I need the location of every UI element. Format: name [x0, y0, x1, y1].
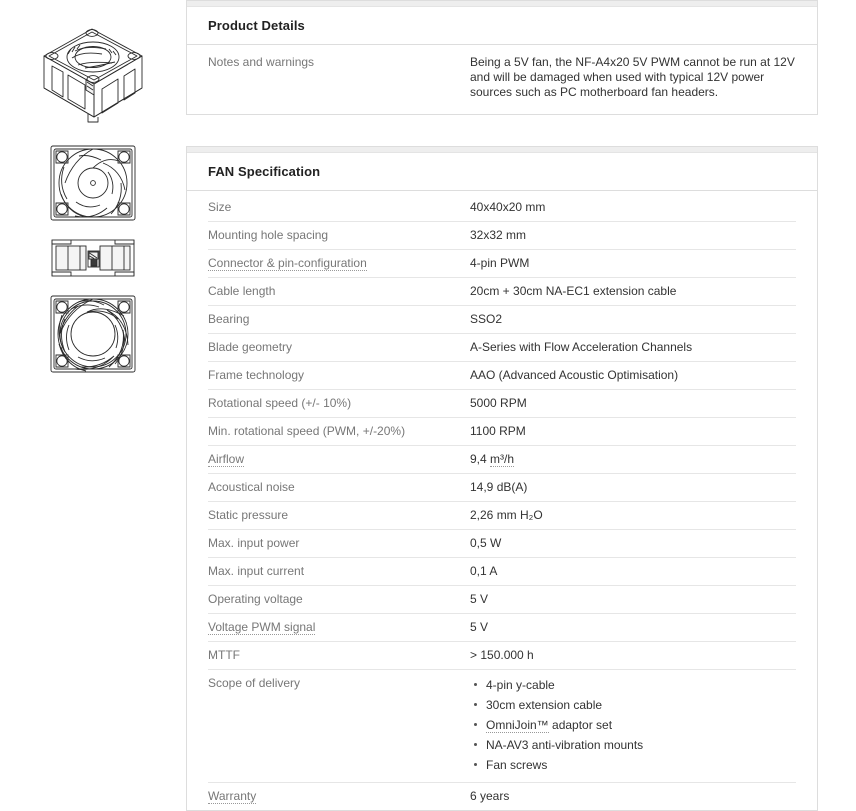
table-row — [208, 502, 796, 530]
fan-specification-body — [187, 191, 817, 810]
table-row — [208, 362, 796, 390]
row-value: 1100 RPM — [470, 418, 796, 446]
tooltip-term[interactable]: Airflow — [208, 452, 245, 466]
row-label: Static pressure — [208, 502, 470, 530]
row-label[interactable] — [208, 614, 470, 642]
list-item: NA-AV3 anti-vibration mounts — [486, 736, 796, 756]
row-label[interactable] — [208, 446, 470, 474]
row-label: Frame technology — [208, 362, 470, 390]
row-value: 5 V — [470, 586, 796, 614]
row-value: A-Series with Flow Acceleration Channels — [470, 334, 796, 362]
table-row — [208, 334, 796, 362]
row-label: Max. input power — [208, 530, 470, 558]
row-value: Being a 5V fan, the NF-A4x20 5V PWM cannot be run at 12V and will be damaged when used with typical 12V power sources such as PC motherboard fan headers. — [470, 55, 795, 99]
fan-specification-title: FAN Specification — [208, 164, 321, 179]
row-value: 40x40x20 mm — [470, 200, 546, 214]
row-label: Max. input current — [208, 558, 470, 586]
table-row — [208, 446, 796, 474]
row-value: AAO (Advanced Acoustic Optimisation) — [470, 362, 796, 390]
tooltip-term[interactable]: Warranty — [208, 789, 257, 803]
table-row — [208, 222, 796, 250]
fan-side-view-icon — [45, 232, 141, 284]
table-row — [208, 278, 796, 306]
table-row — [208, 642, 796, 670]
fan-isometric-view-icon — [30, 18, 156, 130]
table-row — [208, 558, 796, 586]
thumbnail-fan-isometric-view[interactable] — [0, 14, 186, 134]
row-label: Notes and warnings — [208, 55, 315, 69]
product-info-column — [186, 0, 818, 811]
table-row — [208, 45, 796, 114]
thumbnail-fan-front-view[interactable] — [0, 142, 186, 224]
tooltip-term[interactable]: m³/h — [490, 452, 515, 466]
product-details-title: Product Details — [208, 18, 305, 33]
list-item: 30cm extension cable — [486, 696, 796, 716]
table-row — [208, 670, 796, 783]
row-value: 5000 RPM — [470, 390, 796, 418]
row-value: 9,4 m³/h — [470, 446, 796, 474]
panel-spacer — [186, 115, 818, 146]
row-value: 6 years — [470, 783, 796, 811]
row-label: Blade geometry — [208, 334, 470, 362]
row-label: Min. rotational speed (PWM, +/-20%) — [208, 418, 470, 446]
tooltip-term[interactable]: Connector & pin-configuration — [208, 256, 367, 270]
row-value — [470, 670, 796, 783]
product-details-header — [187, 1, 817, 45]
fan-specification-table — [208, 191, 796, 810]
table-row — [208, 191, 796, 222]
list-item: 4-pin y-cable — [486, 676, 796, 696]
table-row — [208, 586, 796, 614]
row-value: SSO2 — [470, 306, 796, 334]
list-item: OmniJoin™ adaptor set — [486, 716, 796, 736]
table-row — [208, 474, 796, 502]
table-row — [208, 530, 796, 558]
row-value: 20cm + 30cm NA-EC1 extension cable — [470, 278, 796, 306]
row-label: Cable length — [208, 278, 470, 306]
row-label: Operating voltage — [208, 586, 470, 614]
table-row — [208, 614, 796, 642]
product-image-gallery — [0, 0, 186, 787]
row-label[interactable] — [208, 250, 470, 278]
row-label: Rotational speed (+/- 10%) — [208, 390, 470, 418]
fan-specification-header — [187, 147, 817, 191]
row-value: 4-pin PWM — [470, 250, 796, 278]
table-row — [208, 250, 796, 278]
product-details-panel — [186, 0, 818, 115]
thumbnail-fan-side-view[interactable] — [0, 232, 186, 284]
product-details-table — [208, 45, 796, 114]
row-value: 0,5 W — [470, 530, 796, 558]
row-label: Size — [208, 200, 232, 214]
row-value: 14,9 dB(A) — [470, 474, 796, 502]
tooltip-term[interactable]: OmniJoin™ — [486, 718, 549, 732]
row-value: 0,1 A — [470, 558, 796, 586]
fan-front-view-icon — [45, 142, 141, 224]
table-row — [208, 306, 796, 334]
tooltip-term[interactable]: Voltage PWM signal — [208, 620, 316, 634]
thumbnail-fan-rear-view[interactable] — [0, 286, 186, 382]
fan-specification-panel — [186, 146, 818, 811]
row-label: Mounting hole spacing — [208, 222, 470, 250]
row-label: Acoustical noise — [208, 474, 470, 502]
list-item: Fan screws — [486, 756, 796, 776]
table-row — [208, 390, 796, 418]
scope-of-delivery-list — [470, 676, 796, 776]
row-value: 2,26 mm H₂O — [470, 502, 796, 530]
product-details-body — [187, 45, 817, 114]
row-value: > 150.000 h — [470, 642, 796, 670]
row-label: Bearing — [208, 306, 470, 334]
row-label: Scope of delivery — [208, 670, 470, 783]
row-value: 5 V — [470, 614, 796, 642]
fan-rear-view-icon — [45, 288, 141, 380]
row-value: 32x32 mm — [470, 222, 796, 250]
table-row — [208, 418, 796, 446]
row-label: MTTF — [208, 642, 470, 670]
